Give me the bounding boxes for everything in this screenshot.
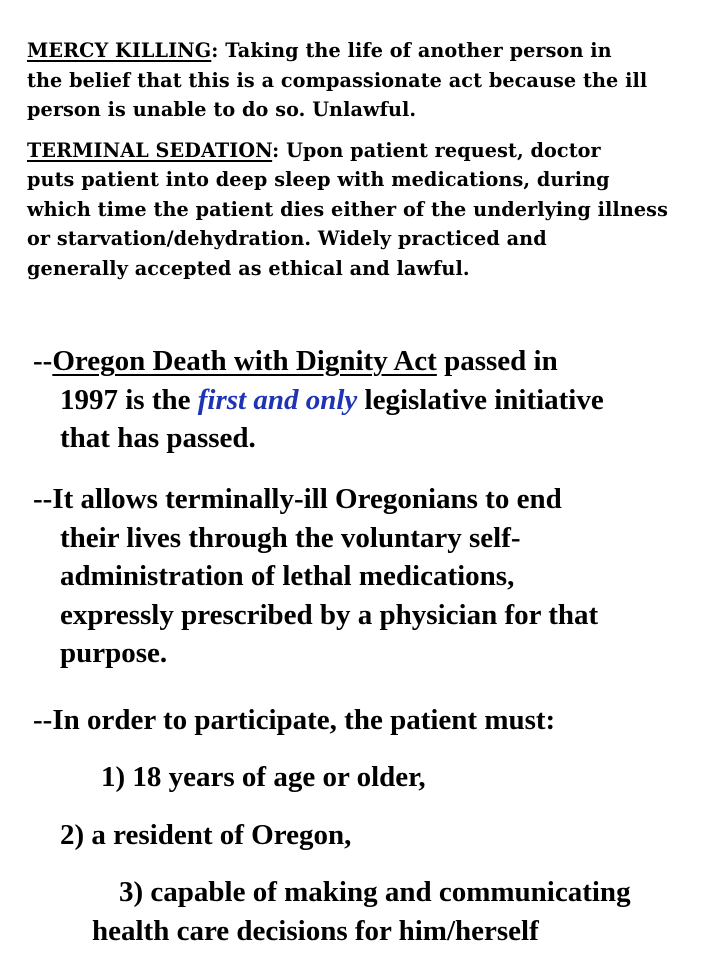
definitions-section bbox=[27, 36, 707, 283]
bullet-oregon-act: --Oregon Death with Dignity Act passed in 1997 is the first and only legislative initiative that has passed. bbox=[33, 345, 604, 455]
definition-text: puts patient into deep sleep with medications, during bbox=[27, 168, 610, 191]
requirement-age: 1) 18 years of age or older, bbox=[101, 761, 426, 793]
act-name: Oregon Death with Dignity Act bbox=[52, 345, 437, 377]
bullet-prefix: -- bbox=[33, 345, 53, 377]
bullet-participate-intro: --In order to participate, the patient must: bbox=[33, 704, 556, 736]
bullet-allows: --It allows terminally-ill Oregonians to end their lives through the voluntary self- administration of lethal medications, expressly prescribed by a physician for that purpose. bbox=[33, 483, 599, 670]
term-mercy-killing: MERCY KILLING bbox=[27, 39, 212, 62]
definition-terminal-sedation bbox=[27, 136, 707, 284]
definition-text: person is unable to do so. Unlawful. bbox=[27, 98, 417, 121]
definition-text: the belief that this is a compassionate act because the ill bbox=[27, 68, 648, 92]
emphasis-first-and-only: first and only bbox=[197, 383, 358, 416]
definition-mercy-killing bbox=[27, 36, 707, 125]
requirement-capable: 3) capable of making and communicating bbox=[119, 876, 631, 908]
definition-text: : Upon patient request, doctor bbox=[272, 138, 601, 162]
definition-text: which time the patient dies either of the underlying illness bbox=[27, 197, 668, 221]
term-terminal-sedation: TERMINAL SEDATION bbox=[27, 138, 273, 162]
requirement-capable-continued: health care decisions for him/herself bbox=[92, 915, 539, 947]
definition-text: : Taking the life of another person in bbox=[211, 39, 612, 62]
definition-text: generally accepted as ethical and lawful. bbox=[27, 256, 470, 280]
definition-text: or starvation/dehydration. Widely practiced and bbox=[27, 227, 547, 250]
requirement-residency: 2) a resident of Oregon, bbox=[60, 819, 352, 851]
